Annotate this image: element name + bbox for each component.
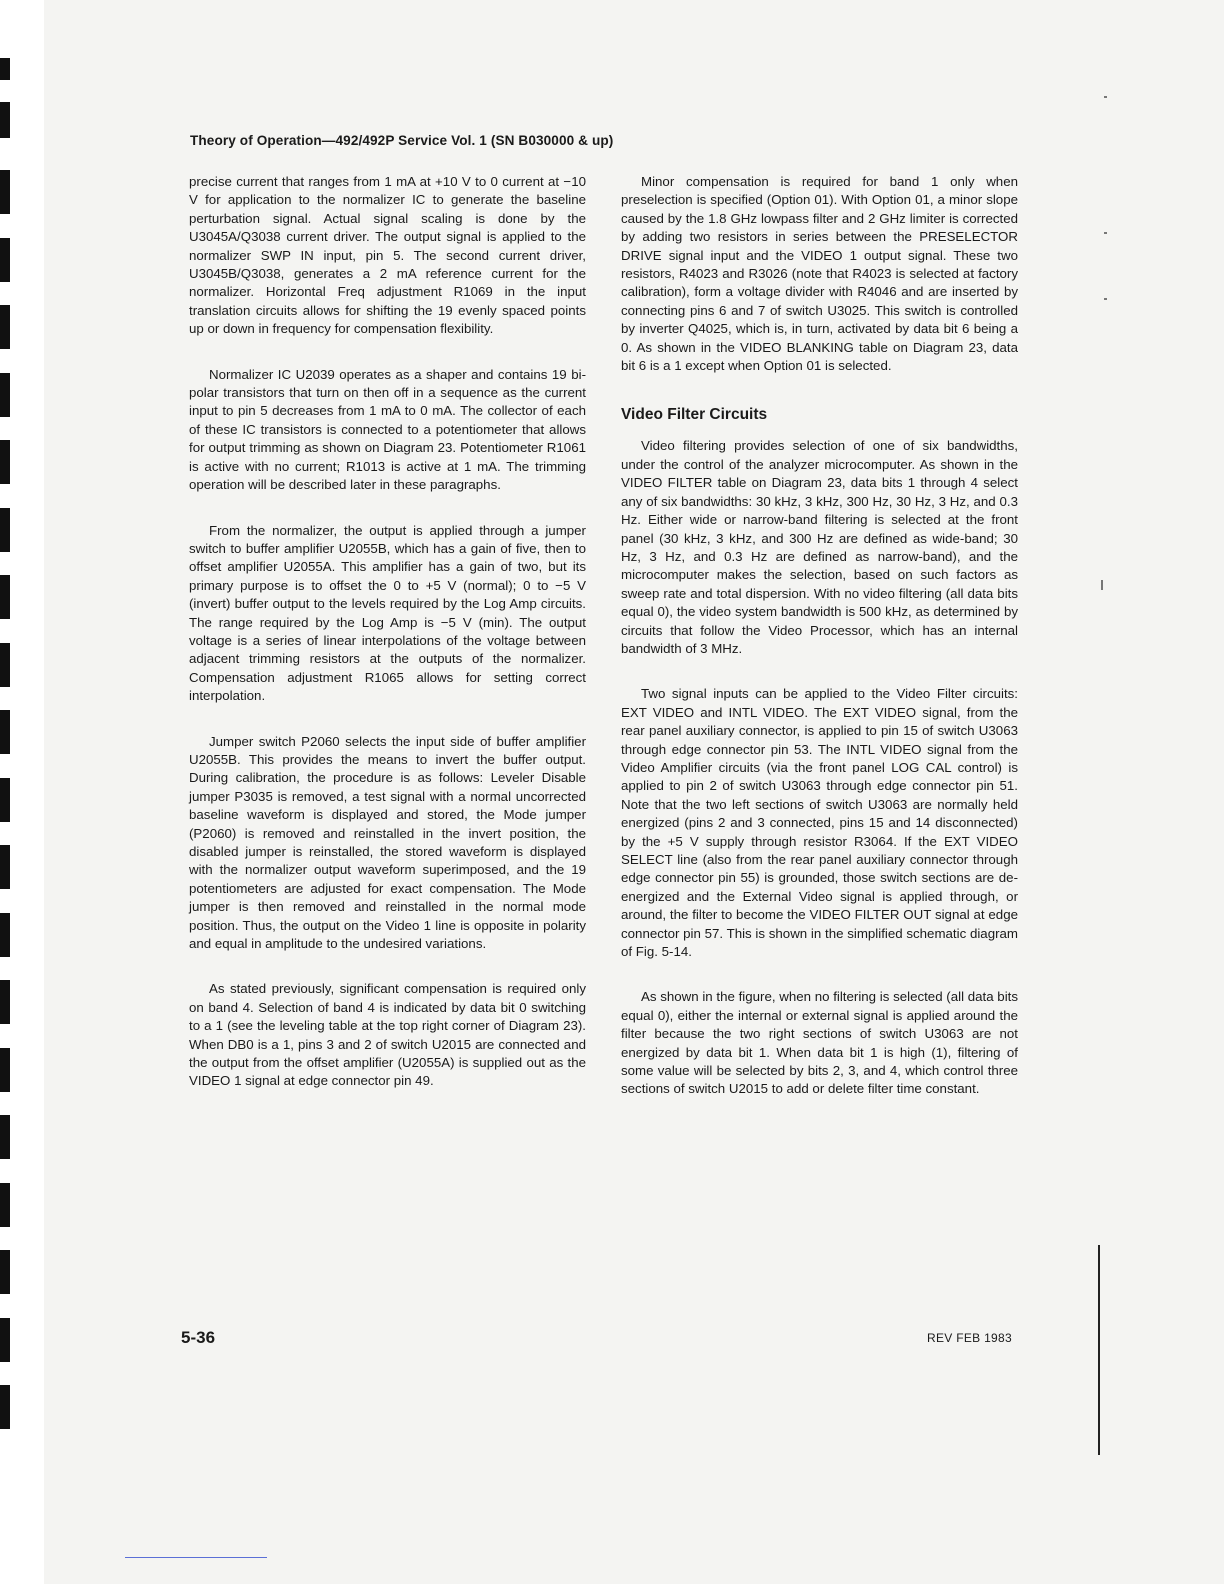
- running-header: Theory of Operation—492/492P Service Vol. 1 (SN B030000 & up): [190, 133, 614, 148]
- binding-mark: [0, 508, 10, 552]
- binding-mark: [0, 710, 10, 754]
- right-text-column: [621, 173, 1018, 1099]
- scan-speck: [1104, 96, 1107, 98]
- binding-edge-marks: [0, 0, 44, 1584]
- binding-mark: [0, 238, 10, 282]
- left-text-column: [189, 173, 586, 1091]
- bottom-underline: [125, 1557, 267, 1558]
- binding-mark: [0, 170, 10, 214]
- binding-mark: [0, 373, 10, 417]
- binding-mark: [0, 1250, 10, 1294]
- binding-mark: [0, 913, 10, 957]
- binding-mark: [0, 1318, 10, 1362]
- right-margin-rule: [1098, 1245, 1100, 1455]
- binding-mark: [0, 1385, 10, 1429]
- body-paragraph: Two signal inputs can be applied to the Video Filter circuits: EXT VIDEO and INTL VIDEO. The EXT VIDEO signal, from the rear panel auxiliary connector, is applied to pin 15 of switch U3063 through edge connector pin 53. The INTL VIDEO signal from the Video Amplifier circuits (via the front panel LOG CAL control) is applied to pin 2 of switch U3063 through edge connector pin 51. Note that the two left sections of switch U3063 are normally held energized (pins 2 and 3 connected, pins 15 and 14 disconnected) by the +5 V supply through resistor R3064. If the EXT VIDEO SELECT line (also from the rear panel auxiliary connector through edge connector pin 55) is grounded, those switch sections are de-energized and the External Video signal is applied through, or around, the filter to become the VIDEO FILTER OUT signal at edge connector pin 57. This is shown in the simplified schematic diagram of Fig. 5-14.: [621, 686, 1018, 960]
- body-paragraph: precise current that ranges from 1 mA at +10 V to 0 current at −10 V for application to the normalizer IC to generate the baseline perturbation signal. Actual signal scaling is done by the U3045A/Q3038 current driver. The output signal is applied to the normalizer SWP IN input, pin 5. The second current driver, U3045B/Q3038, generates a 2 mA reference current for the normalizer. Horizontal Freq adjustment R1069 in the input translation circuits allows for shifting the 19 evenly spaced points up or down in frequency for compensation flexibility.: [189, 174, 586, 337]
- binding-mark: [0, 778, 10, 822]
- section-heading: Video Filter Circuits: [621, 406, 768, 424]
- binding-mark: [0, 305, 10, 349]
- binding-mark: [0, 102, 10, 138]
- binding-mark: [0, 1183, 10, 1227]
- body-paragraph: Video filtering provides selection of one of six bandwidths, under the control of the analyzer microcomputer. As shown in the VIDEO FILTER table on Diagram 23, data bits 1 through 4 select any of six bandwidths: 30 kHz, 3 kHz, 300 Hz, 30 Hz, 3 Hz, and 0.3 Hz. Either wide or narrow-band filtering is selected at the front panel (30 kHz, 3 kHz, and 300 Hz are defined as wide-band; 30 Hz, 3 Hz, and 0.3 Hz are defined as narrow-band), and the microcomputer makes the selection, based on such factors as sweep rate and total dispersion. With no video filtering (all data bits equal 0), the video system bandwidth is 500 kHz, as determined by circuits that follow the Video Processor, which has an internal bandwidth of 3 MHz.: [621, 438, 1018, 656]
- binding-mark: [0, 1048, 10, 1092]
- scan-speck: [1104, 232, 1107, 234]
- body-paragraph: From the normalizer, the output is applied through a jumper switch to buffer amplifier U2055B, which has a gain of five, then to offset amplifier U2055A. This amplifier has a gain of two, but its primary purpose is to offset the 0 to +5 V (normal); 0 to −5 V (invert) buffer output to the levels required by the Log Amp circuits. The range required by the Log Amp is −5 V (min). The output voltage is a series of linear interpolations of the voltage between adjacent trimming resistors at the outputs of the normalizer. Compensation adjustment R1065 allows for setting correct interpolation.: [189, 522, 586, 704]
- page-number: 5-36: [181, 1328, 216, 1347]
- binding-mark: [0, 575, 10, 619]
- binding-mark: [0, 845, 10, 889]
- binding-mark: [0, 643, 10, 687]
- body-paragraph: As shown in the figure, when no filtering is selected (all data bits equal 0), either the internal or external signal is applied around the filter because the two right sections of switch U3063 are not energized by data bit 1. When data bit 1 is high (1), filtering of some value will be selected by bits 2, 3, and 4, which control three sections of switch U2015 to add or delete filter time constant.: [621, 989, 1018, 1097]
- body-paragraph: As stated previously, significant compensation is required only on band 4. Selection of band 4 is indicated by data bit 0 switching to a 1 (see the leveling table at the top right corner of Diagram 23). When DB0 is a 1, pins 3 and 2 of switch U2015 are connected and the output from the offset amplifier (U2055A) is supplied out as the VIDEO 1 signal at edge connector pin 49.: [189, 981, 586, 1089]
- binding-mark: [0, 980, 10, 1024]
- body-paragraph: Jumper switch P2060 selects the input side of buffer amplifier U2055B. This provides the means to invert the buffer output. During calibration, the procedure is as follows: Leveler Disable jumper P3035 is removed, a test signal with a normal uncorrected baseline waveform is displayed and stored, the Mode jumper (P2060) is removed and reinstalled in the invert position, the disabled jumper is reinstalled, the stored waveform is displayed with the normalizer output waveform superimposed, and the 19 potentiometers are adjusted for exact compensation. The Mode jumper is then removed and reinstalled in the normal mode position. Thus, the output on the Video 1 line is opposite in polarity and equal in amplitude to the undesired variations.: [189, 733, 586, 952]
- scan-speck: [1101, 580, 1103, 590]
- body-paragraph: Minor compensation is required for band 1 only when preselection is specified (Option 01). With Option 01, a minor slope caused by the 1.8 GHz lowpass filter and 2 GHz limiter is corrected by adding two resistors in series between the PRESELECTOR DRIVE signal input and the VIDEO 1 output signal. These two resistors, R4023 and R3026 (note that R4023 is selected at factory calibration), form a voltage divider with R4046 and are inserted by connecting pins 6 and 7 of switch U3025. This switch is controlled by inverter Q4025, which is, in turn, activated by data bit 6 being a 0. As shown in the VIDEO BLANKING table on Diagram 23, data bit 6 is a 1 except when Option 01 is selected.: [621, 174, 1018, 374]
- body-paragraph: Normalizer IC U2039 operates as a shaper and contains 19 bi-polar transistors that turn on then off in a sequence as the current input to pin 5 decreases from 1 mA to 0 mA. The collector of each of these IC transistors is connected to a potentiometer that allows for output trimming as shown on Diagram 23. Potentiometer R1061 is active with no current; R1013 is active at 1 mA. The trimming operation will be described later in these paragraphs.: [189, 366, 586, 493]
- revision-date: REV FEB 1983: [927, 1331, 1012, 1345]
- binding-mark: [0, 440, 10, 484]
- binding-mark: [0, 1115, 10, 1159]
- scan-speck: [1104, 298, 1107, 300]
- binding-mark: [0, 58, 10, 80]
